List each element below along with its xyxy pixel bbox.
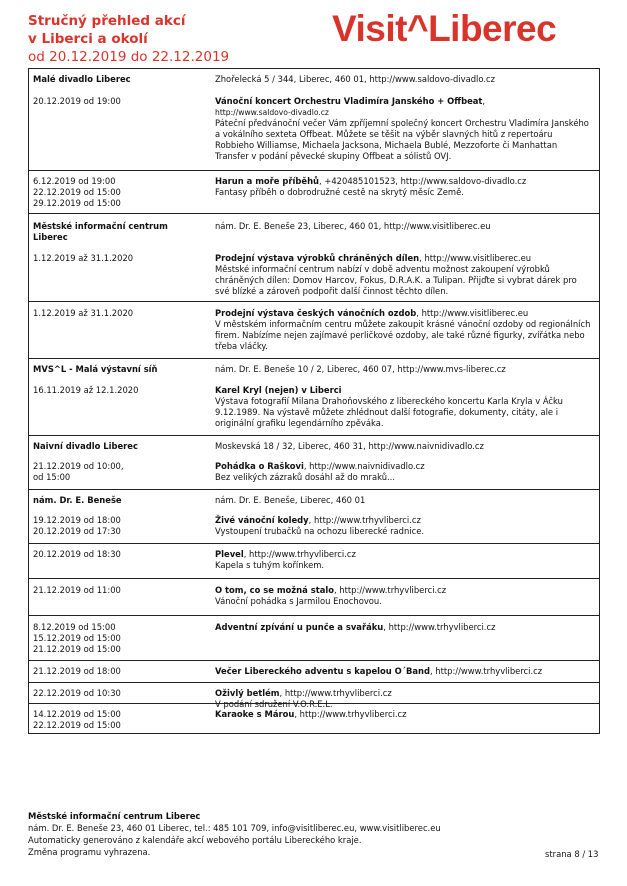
event-block [29, 170, 599, 213]
venue-address: nám. Dr. E. Beneše, Liberec, 460 01 [215, 495, 366, 505]
event-date: 22.12.2019 od 10:30 [33, 688, 121, 698]
event-heading [215, 585, 446, 596]
event-desc: Fantasy příběh o dobrodružné cestě na skrytý měsíc Země. [215, 187, 464, 197]
event-desc: Robbieho Williamse, Michaela Jacksona, Michaela Bublé, Mezzoforte či Manhattan [215, 140, 558, 150]
footer-contact: nám. Dr. E. Beneše 23, 460 01 Liberec, tel.: 485 101 709, info@visitliberec.eu, www.visitliberec.eu [28, 823, 441, 833]
venue-address: Zhořelecká 5 / 344, Liberec, 460 01, http://www.saldovo-divadlo.cz [215, 74, 496, 84]
venue-name: Městské informační centrum [33, 221, 168, 231]
event-url: , http://www.trhyvliberci.cz [383, 622, 496, 632]
event-heading [215, 688, 392, 699]
event-desc: V městském informačním centru můžete zakoupit krásné vánoční ozdoby od regionálních [215, 319, 591, 329]
event-date: 1.12.2019 až 31.1.2020 [33, 308, 134, 318]
venue-address: nám. Dr. E. Beneše 23, Liberec, 460 01, http://www.visitliberec.eu [215, 221, 491, 231]
venue-block [29, 435, 599, 489]
event-url: , http://www.trhyvliberci.cz [279, 688, 392, 698]
event-date: 21.12.2019 od 10:00, [33, 461, 124, 471]
event-heading [215, 622, 495, 633]
event-title: Vánoční koncert Orchestru Vladimíra Janského + Offbeat [215, 96, 483, 106]
venue-name: Naivní divadlo Liberec [33, 441, 138, 451]
event-block [29, 615, 599, 660]
footer-note: Změna programu vyhrazena. [28, 847, 151, 857]
event-url: , http://www.trhyvliberci.cz [243, 549, 356, 559]
event-title: Prodejní výstava výrobků chráněných dílen [215, 253, 420, 263]
event-heading [215, 461, 425, 472]
event-block [29, 543, 599, 578]
event-heading [215, 549, 356, 560]
event-heading [215, 666, 542, 677]
event-desc: Vánoční pohádka s Jarmilou Enochovou. [215, 596, 382, 606]
event-desc: Transfer v podání pěvecké skupiny Offbeat a sólistů OVJ. [215, 151, 452, 161]
event-date: 14.12.2019 od 15:00 [33, 709, 121, 719]
event-block [29, 703, 599, 733]
venue-name: nám. Dr. E. Beneše [33, 495, 122, 505]
event-title: Živé vánoční koledy [215, 515, 309, 525]
venue-block [29, 69, 599, 170]
event-heading [215, 176, 526, 187]
event-desc: Páteční předvánoční večer Vám zpříjemní společný koncert Orchestru Vladimíra Janského [215, 118, 589, 128]
event-title: Večer Libereckého adventu s kapelou O´Band [215, 666, 430, 676]
event-url: , http://www.naivnidivadlo.cz [303, 461, 425, 471]
event-title: Oživlý betlém [215, 688, 280, 698]
event-url: , http://www.trhyvliberci.cz [333, 585, 447, 595]
event-date: 8.12.2019 od 15:00 [33, 622, 116, 632]
event-url: http://www.saldovo-divadlo.cz [215, 108, 329, 117]
event-desc: Bez velikých zázraků dosáhl až do mraků... [215, 472, 396, 482]
event-date: 20.12.2019 od 19:00 [33, 96, 121, 106]
event-date: 15.12.2019 od 15:00 [33, 633, 121, 643]
event-date: 22.12.2019 od 15:00 [33, 720, 121, 730]
event-date: od 15:00 [33, 472, 71, 482]
event-desc: firem. Nabízíme nejen zajímavé perličkové ozdoby, ale také různé figurky, zvířátka nebo [215, 330, 585, 340]
venue-name: MVS^L - Malá výstavní síň [33, 364, 158, 374]
event-block [29, 578, 599, 615]
visit-liberec-logo: Visit^Liberec [332, 8, 557, 49]
page-number: strana 8 / 13 [545, 849, 599, 859]
event-title: Prodejní výstava českých vánočních ozdob [215, 308, 417, 318]
event-block [29, 301, 599, 358]
event-title: Harun a moře příběhů [215, 176, 320, 186]
event-date: 20.12.2019 od 17:30 [33, 526, 121, 536]
event-block [29, 660, 599, 682]
venue-name: Liberec [33, 232, 68, 242]
event-desc: Kapela s tuhým kořínkem. [215, 560, 325, 570]
event-url: , http://www.trhyvliberci.cz [429, 666, 543, 676]
event-heading [215, 709, 407, 720]
event-desc: Vystoupení trubačků na ochozu liberecké radnice. [215, 526, 425, 536]
footer-generated: Automaticky generováno z kalendáře akcí webového portálu Libereckého kraje. [28, 835, 362, 845]
event-date: 16.11.2019 až 12.1.2020 [33, 385, 139, 395]
event-url: , http://www.trhyvliberci.cz [294, 709, 407, 719]
event-date: 1.12.2019 až 31.1.2020 [33, 253, 134, 263]
event-date: 6.12.2019 od 19:00 [33, 176, 116, 186]
event-title: O tom, co se možná stalo [215, 585, 334, 595]
venue-block [29, 358, 599, 435]
event-desc: chráněných dílen: Domov Harcov, Fokus, D.R.A.K. a Tulipan. Přijďte si vybrat dárek pro [215, 275, 577, 285]
event-date: 22.12.2019 od 15:00 [33, 187, 121, 197]
event-desc: Výstava fotografií Milana Drahoňovského z libereckého koncertu Karla Kryla v Áčku [215, 396, 563, 406]
events-table [28, 68, 600, 734]
document-title [28, 12, 328, 66]
date-range: od 20.12.2019 do 22.12.2019 [28, 49, 230, 65]
event-desc: originální grafiku legendárního zpěváka. [215, 418, 384, 428]
footer-org: Městské informační centrum Liberec [28, 811, 201, 821]
title-line-1: Stručný přehled akcí [28, 13, 186, 29]
venue-address: Moskevská 18 / 32, Liberec, 460 31, http://www.naivnidivadlo.cz [215, 441, 484, 451]
event-url: , [482, 96, 486, 106]
event-date: 29.12.2019 od 15:00 [33, 198, 121, 208]
event-title: Pohádka o Raškovi [215, 461, 304, 471]
event-date: 19.12.2019 od 18:00 [33, 515, 121, 525]
event-desc: V podání sdružení V.O.R.E.L. [215, 699, 333, 709]
event-desc: 9.12.1989. Na výstavě můžete zhlédnout další fotografie, dokumenty, citáty, ale i [215, 407, 559, 417]
event-block [29, 682, 599, 709]
event-heading [215, 308, 528, 319]
event-heading [215, 515, 421, 526]
event-desc: Městské informační centrum nabízí v době adventu možnost zakoupení výrobků [215, 264, 550, 274]
event-title: Plevel [215, 549, 244, 559]
event-title: Karaoke s Márou [215, 709, 295, 719]
event-desc: třeba vláčky. [215, 341, 268, 351]
venue-block [29, 489, 599, 543]
event-heading [215, 96, 485, 107]
event-title: Adventní zpívání u punče a svařáku [215, 622, 384, 632]
venue-block [29, 213, 599, 301]
event-date: 21.12.2019 od 11:00 [33, 585, 121, 595]
event-url: , http://www.trhyvliberci.cz [308, 515, 421, 525]
event-desc: a vokálního sexteta Offbeat. Můžete se těšit na výběr slavných hitů z repertoáru [215, 129, 553, 139]
event-date: 20.12.2019 od 18:30 [33, 549, 121, 559]
venue-address: nám. Dr. E. Beneše 10 / 2, Liberec, 460 07, http://www.mvs-liberec.cz [215, 364, 506, 374]
event-date: 21.12.2019 od 18:00 [33, 666, 121, 676]
event-heading [215, 253, 531, 264]
event-url: , http://www.visitliberec.eu [419, 253, 532, 263]
event-url: , +420485101523, http://www.saldovo-divadlo.cz [319, 176, 527, 186]
event-desc: své blízké a zároveň podpořit další činnost těchto dílen. [215, 286, 449, 296]
event-title: Karel Kryl (nejen) v Liberci [215, 385, 342, 395]
event-date: 21.12.2019 od 15:00 [33, 644, 121, 654]
venue-name: Malé divadlo Liberec [33, 74, 131, 84]
title-line-2: v Liberci a okolí [28, 31, 148, 47]
event-url: , http://www.visitliberec.eu [416, 308, 529, 318]
